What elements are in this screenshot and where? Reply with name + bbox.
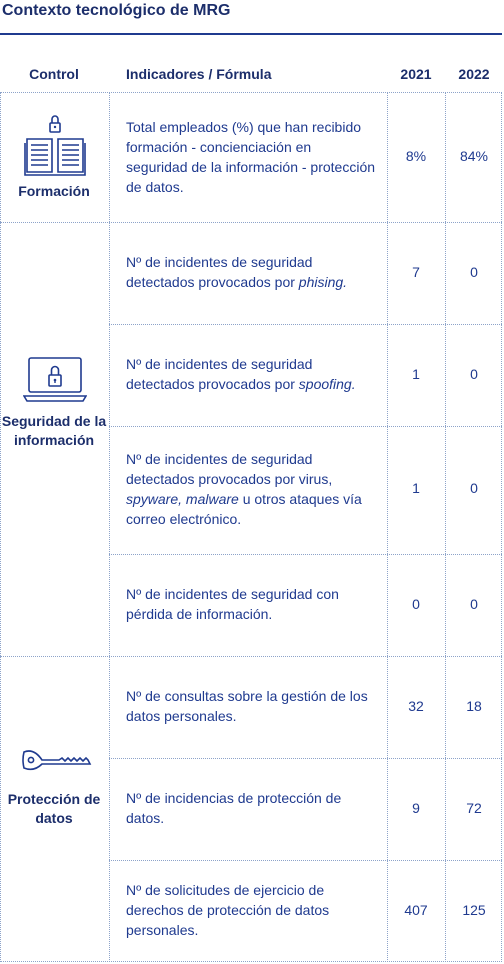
header-control: Control: [29, 66, 79, 82]
grid-line: [109, 324, 502, 325]
indicator-text-part: Nº de incidentes de seguridad detectados provocados por: [126, 254, 313, 290]
value-2022: 125: [462, 902, 486, 918]
value-2021: 0: [412, 596, 420, 612]
indicators-table: [0, 92, 502, 962]
indicator-text: Nº de solicitudes de ejercicio de derechos de protección de datos personales.: [126, 882, 330, 938]
value-2021: 8%: [405, 148, 427, 164]
grid-line: [0, 961, 502, 962]
value-2022: 0: [470, 264, 478, 280]
value-2022: 0: [470, 366, 478, 382]
value-2022: 84%: [459, 148, 489, 164]
page-title: Contexto tecnológico de MRG: [2, 2, 231, 19]
grid-line: [109, 554, 502, 555]
control-label-proteccion: Protección de datos: [7, 791, 101, 826]
header-2022: 2022: [458, 66, 490, 82]
indicator-text: Total empleados (%) que han recibido formación - concienciación en seguridad de la información - protección de datos.: [126, 119, 376, 195]
header-2021: 2021: [400, 66, 432, 82]
indicator-text-part: u otros ataques vía correo electrónico.: [126, 491, 362, 527]
indicator-text: Nº de incidencias de protección de datos.: [126, 790, 342, 826]
indicator-text-part: Nº de incidentes de seguridad detectados provocados por virus,: [126, 451, 333, 487]
indicator-text: [126, 449, 376, 529]
control-label-formacion: Formación: [18, 183, 90, 199]
value-2021: 7: [412, 264, 420, 280]
value-2022: 18: [466, 698, 482, 714]
grid-line: [109, 758, 502, 759]
indicator-text-emphasis: spyware, malware: [126, 491, 239, 507]
value-2022: 72: [466, 800, 482, 816]
header-indicator: Indicadores / Fórmula: [126, 66, 272, 82]
value-2021: 32: [408, 698, 424, 714]
value-2021: 9: [412, 800, 420, 816]
value-2021: 1: [412, 366, 420, 382]
indicator-text: [126, 354, 376, 394]
indicator-text-part: Nº de incidentes de seguridad detectados provocados por: [126, 356, 313, 392]
grid-line: [109, 426, 502, 427]
grid-line: [0, 222, 502, 223]
laptop-lock-icon: [23, 356, 87, 404]
indicator-text: [126, 252, 376, 292]
indicator-text-emphasis: spoofing.: [298, 376, 356, 392]
key-icon: [20, 746, 92, 774]
value-2022: 0: [470, 480, 478, 496]
grid-line: [0, 92, 502, 93]
indicator-text: Nº de incidentes de seguridad con pérdida de información.: [126, 586, 339, 622]
indicator-text-emphasis: phising.: [298, 274, 348, 290]
indicator-text: Nº de consultas sobre la gestión de los datos personales.: [126, 688, 368, 724]
grid-line: [109, 860, 502, 861]
value-2021: 1: [412, 480, 420, 496]
value-2021: 407: [404, 902, 428, 918]
book-lock-icon: [24, 112, 86, 178]
value-2022: 0: [470, 596, 478, 612]
title-rule: [0, 33, 502, 35]
control-label-seguridad: Seguridad de la información: [1, 413, 107, 448]
grid-line: [0, 656, 502, 657]
